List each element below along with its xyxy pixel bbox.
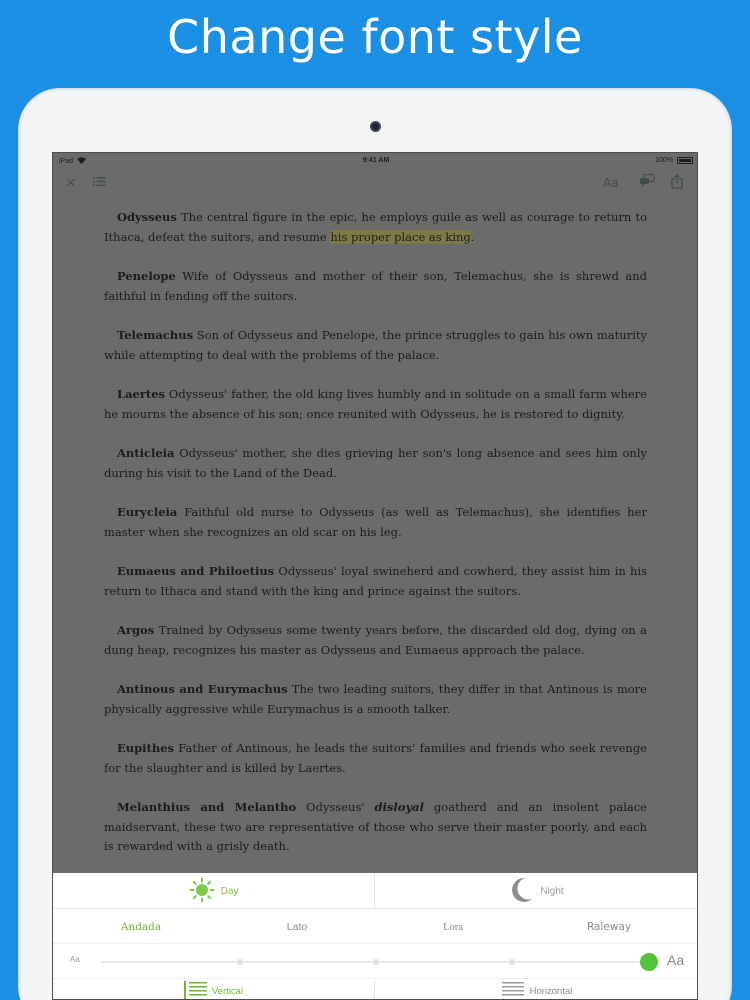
character-name: Argos xyxy=(117,623,155,637)
moon-icon xyxy=(510,877,534,906)
camera-lens xyxy=(370,121,381,132)
entry-text: Wife of Odysseus and mother of their son, Telemachus, she is shrewd and faithful in fending off the suitors. xyxy=(104,269,647,303)
font-size-small-label: Aa xyxy=(70,955,80,964)
vertical-layout-button[interactable] xyxy=(53,980,375,1000)
battery-percent: 100% xyxy=(655,157,673,164)
character-entry xyxy=(104,444,647,483)
day-label: Day xyxy=(220,885,239,897)
slider-step-dot xyxy=(373,959,379,965)
status-bar xyxy=(53,153,698,169)
character-name: Melanthius and Melantho xyxy=(117,800,297,814)
horizontal-label: Horizontal xyxy=(529,986,573,997)
reader-screen xyxy=(52,152,698,1000)
vertical-lines-icon xyxy=(184,981,208,1000)
close-icon[interactable]: × xyxy=(65,175,77,191)
entry-text: goatherd and an insolent palace maidservant, these two are representative of those who serve their master poorly, and each is rewarded with a grisly death. xyxy=(104,800,647,853)
character-name: Odysseus xyxy=(117,210,177,224)
entry-text: Odysseus' father, the old king lives humbly and in solitude on a small farm where he mourns the absence of his son; once reunited with Odysseus, he is restored to dignity. xyxy=(104,387,647,421)
character-entry xyxy=(104,798,647,857)
font-option-lora[interactable]: Lora xyxy=(443,921,463,933)
character-entry xyxy=(104,680,647,719)
entry-text: Odysseus' xyxy=(296,800,375,814)
list-icon[interactable] xyxy=(93,174,106,192)
character-entry xyxy=(104,326,647,365)
notes-icon[interactable] xyxy=(639,174,655,192)
device-label: iPad xyxy=(59,158,74,165)
entry-text: The two leading suitors, they differ in that Antinous is more physically aggressive while Eurymachus is a smooth talker. xyxy=(104,682,647,716)
horizontal-layout-button[interactable] xyxy=(376,980,698,1000)
font-selector xyxy=(53,910,698,944)
entry-text: Odysseus' mother, she dies grieving her son's long absence and sees him only during his visit to the Land of the Dead. xyxy=(104,446,647,480)
entry-text: Trained by Odysseus some twenty years before, the discarded old dog, dying on a dung heap, recognizes his master as Odysseus and Eumaeus approach the palace. xyxy=(104,623,647,657)
share-icon[interactable] xyxy=(671,174,683,194)
character-entry xyxy=(104,208,647,247)
character-name: Laertes xyxy=(117,387,166,401)
entry-text: Faithful old nurse to Odysseus (as well as Telemachus), she identifies her master when she recognizes an old scar on his leg. xyxy=(104,505,647,539)
character-entry xyxy=(104,739,647,778)
font-option-lato[interactable]: Lato xyxy=(286,921,308,933)
scroll-layout-row xyxy=(53,980,698,1000)
book-content xyxy=(104,208,647,877)
font-size-large-label: Aa xyxy=(667,952,685,968)
character-entry xyxy=(104,503,647,542)
night-label: Night xyxy=(540,885,564,897)
character-entry xyxy=(104,562,647,601)
font-size-row xyxy=(53,945,698,979)
font-option-andada[interactable]: Andada xyxy=(120,921,162,933)
display-settings-panel xyxy=(53,873,698,1000)
character-entry xyxy=(104,621,647,660)
character-name: Eupithes xyxy=(117,741,175,755)
entry-text: Father of Antinous, he leads the suitors' families and friends who seek revenge for the slaughter and is killed by Laertes. xyxy=(104,741,647,775)
night-mode-button[interactable] xyxy=(376,873,698,909)
theme-mode-row xyxy=(53,873,698,909)
character-name: Telemachus xyxy=(117,328,194,342)
character-name: Penelope xyxy=(117,269,176,283)
highlighted-text[interactable]: his proper place as king xyxy=(330,229,471,244)
promo-title: Change font style xyxy=(167,10,583,64)
slider-step-dot xyxy=(509,959,515,965)
reader-toolbar xyxy=(53,170,698,196)
sun-icon xyxy=(189,877,215,906)
emphasized-word: disloyal xyxy=(374,800,424,814)
character-name: Eurycleia xyxy=(117,505,178,519)
day-mode-button[interactable] xyxy=(53,873,375,909)
battery-icon xyxy=(677,157,693,164)
font-size-slider-thumb[interactable] xyxy=(640,953,658,971)
character-name: Antinous and Eurymachus xyxy=(117,682,288,696)
entry-text: Odysseus' loyal swineherd and cowherd, they assist him in his return to Ithaca and stand with the king and prince against the suitors. xyxy=(104,564,647,598)
font-settings-icon[interactable]: Aa xyxy=(603,176,619,190)
font-option-raleway[interactable]: Raleway xyxy=(586,921,632,933)
vertical-label: Vertical xyxy=(211,986,244,997)
entry-text: Son of Odysseus and Penelope, the prince struggles to gain his own maturity while attempting to deal with the problems of the palace. xyxy=(104,328,647,362)
character-name: Eumaeus and Philoetius xyxy=(117,564,275,578)
character-name: Anticleia xyxy=(117,446,175,460)
entry-text: The central figure in the epic, he employs guile as well as courage to return to Ithaca, defeat the suitors, and resume xyxy=(104,210,647,244)
status-time: 9:41 AM xyxy=(362,157,390,164)
slider-step-dot xyxy=(237,959,243,965)
horizontal-lines-icon xyxy=(502,981,526,1000)
character-entry xyxy=(104,385,647,424)
entry-text: . xyxy=(470,229,475,244)
character-entry xyxy=(104,267,647,306)
